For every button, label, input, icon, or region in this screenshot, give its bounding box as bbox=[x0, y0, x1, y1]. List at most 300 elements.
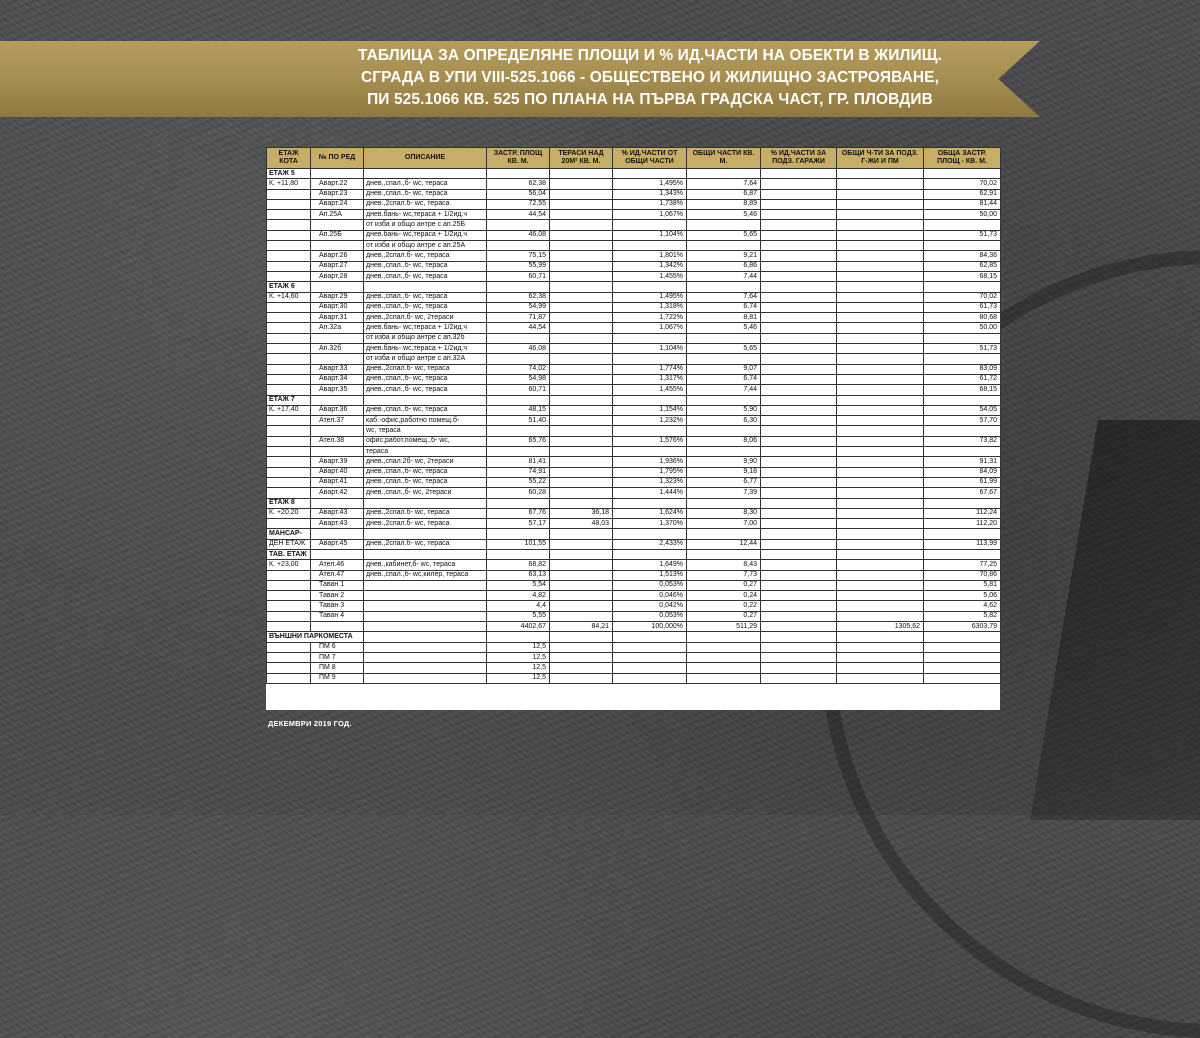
garage-common-cell bbox=[837, 426, 924, 436]
common-parts-cell: 6,30 bbox=[687, 416, 761, 426]
terraces-cell bbox=[550, 199, 613, 209]
garage-common-cell bbox=[837, 549, 924, 559]
number-cell: Авapт.41 bbox=[311, 477, 364, 487]
table-row bbox=[267, 539, 1001, 549]
garage-common-cell bbox=[837, 416, 924, 426]
garage-common-cell bbox=[837, 663, 924, 673]
garage-percent-cell bbox=[761, 282, 837, 292]
floor-cell bbox=[267, 230, 311, 240]
share-percent-cell: 1,343% bbox=[613, 189, 687, 199]
share-percent-cell: 1,936% bbox=[613, 457, 687, 467]
garage-common-cell bbox=[837, 673, 924, 683]
share-percent-cell bbox=[613, 220, 687, 230]
terraces-cell bbox=[550, 354, 613, 364]
floor-cell bbox=[267, 220, 311, 230]
garage-common-cell bbox=[837, 302, 924, 312]
terraces-cell bbox=[550, 220, 613, 230]
common-parts-cell: 7,64 bbox=[687, 292, 761, 302]
garage-common-cell bbox=[837, 333, 924, 343]
built-area-cell: 12,5 bbox=[487, 673, 550, 683]
garage-common-cell: 1305,62 bbox=[837, 622, 924, 632]
built-area-cell: 57,17 bbox=[487, 519, 550, 529]
total-area-cell: 5,81 bbox=[924, 580, 1001, 590]
common-parts-cell: 8,06 bbox=[687, 436, 761, 446]
terraces-cell bbox=[550, 488, 613, 498]
floor-cell bbox=[267, 642, 311, 652]
number-cell: Авapт.43 bbox=[311, 508, 364, 518]
floor-cell: ДЕН ЕТАЖ bbox=[267, 539, 311, 549]
garage-common-cell bbox=[837, 354, 924, 364]
total-area-cell: 5,06 bbox=[924, 591, 1001, 601]
built-area-cell bbox=[487, 169, 550, 179]
col-header-terraces: ТЕРАСИ НАД 20М² КВ. М. bbox=[550, 148, 613, 169]
floor-cell bbox=[267, 333, 311, 343]
total-area-cell: 70,02 bbox=[924, 179, 1001, 189]
terraces-cell bbox=[550, 302, 613, 312]
common-parts-cell bbox=[687, 241, 761, 251]
garage-common-cell bbox=[837, 570, 924, 580]
terraces-cell bbox=[550, 426, 613, 436]
floor-cell: ТАВ. ЕТАЖ bbox=[267, 549, 311, 559]
table-row bbox=[267, 622, 1001, 632]
garage-common-cell bbox=[837, 601, 924, 611]
garage-percent-cell bbox=[761, 189, 837, 199]
floor-cell: ВЪНШНИ ПАРКОМЕСТА bbox=[267, 632, 364, 642]
garage-percent-cell bbox=[761, 241, 837, 251]
number-cell: Авapт.31 bbox=[311, 313, 364, 323]
total-area-cell: 80,68 bbox=[924, 313, 1001, 323]
garage-percent-cell bbox=[761, 519, 837, 529]
share-percent-cell: 1,455% bbox=[613, 385, 687, 395]
garage-common-cell bbox=[837, 467, 924, 477]
table-row bbox=[267, 632, 1001, 642]
garage-percent-cell bbox=[761, 261, 837, 271]
garage-percent-cell bbox=[761, 179, 837, 189]
number-cell bbox=[311, 549, 364, 559]
number-cell: Таван 4 bbox=[311, 611, 364, 621]
share-percent-cell bbox=[613, 673, 687, 683]
built-area-cell: 74,02 bbox=[487, 364, 550, 374]
built-area-cell: 65,76 bbox=[487, 436, 550, 446]
built-area-cell: 67,76 bbox=[487, 508, 550, 518]
number-cell: Авapт.43 bbox=[311, 519, 364, 529]
table-row bbox=[267, 426, 1001, 436]
table-row bbox=[267, 220, 1001, 230]
garage-percent-cell bbox=[761, 663, 837, 673]
garage-common-cell bbox=[837, 447, 924, 457]
common-parts-cell bbox=[687, 549, 761, 559]
number-cell bbox=[311, 622, 364, 632]
table-row bbox=[267, 611, 1001, 621]
garage-percent-cell bbox=[761, 457, 837, 467]
common-parts-cell: 7,44 bbox=[687, 385, 761, 395]
garage-percent-cell bbox=[761, 405, 837, 415]
garage-percent-cell bbox=[761, 560, 837, 570]
common-parts-cell: 0,27 bbox=[687, 611, 761, 621]
table-row bbox=[267, 405, 1001, 415]
number-cell: Авapт.34 bbox=[311, 374, 364, 384]
total-area-cell: 70,02 bbox=[924, 292, 1001, 302]
col-header-share-percent: % ИД.ЧАСТИ ОТ ОБЩИ ЧАСТИ bbox=[613, 148, 687, 169]
terraces-cell bbox=[550, 467, 613, 477]
built-area-cell: 56,04 bbox=[487, 189, 550, 199]
common-parts-cell: 511,29 bbox=[687, 622, 761, 632]
floor-cell bbox=[267, 189, 311, 199]
table-row bbox=[267, 230, 1001, 240]
floor-cell bbox=[267, 601, 311, 611]
built-area-cell bbox=[487, 426, 550, 436]
share-percent-cell: 1,455% bbox=[613, 271, 687, 281]
common-parts-cell: 5,46 bbox=[687, 323, 761, 333]
number-cell: Таван 1 bbox=[311, 580, 364, 590]
floor-cell bbox=[267, 271, 311, 281]
table-row bbox=[267, 395, 1001, 405]
common-parts-cell bbox=[687, 169, 761, 179]
footer-date: ДЕКЕМВРИ 2019 ГОД. bbox=[268, 719, 352, 728]
share-percent-cell: 1,370% bbox=[613, 519, 687, 529]
common-parts-cell: 8,89 bbox=[687, 199, 761, 209]
description-cell: днев.,спал.,б- wc, тераса bbox=[364, 467, 487, 477]
total-area-cell: 67,67 bbox=[924, 488, 1001, 498]
garage-common-cell bbox=[837, 271, 924, 281]
built-area-cell: 62,38 bbox=[487, 292, 550, 302]
common-parts-cell: 5,90 bbox=[687, 405, 761, 415]
garage-percent-cell bbox=[761, 426, 837, 436]
share-percent-cell bbox=[613, 354, 687, 364]
description-cell bbox=[364, 580, 487, 590]
number-cell: Ап.32б bbox=[311, 344, 364, 354]
description-cell: днев.бань- wc,тераса + 1/2ид.ч bbox=[364, 344, 487, 354]
common-parts-cell: 7,73 bbox=[687, 570, 761, 580]
terraces-cell bbox=[550, 447, 613, 457]
description-cell bbox=[364, 632, 487, 642]
description-cell: днев.,спал.2б- wc, 2тераси bbox=[364, 457, 487, 467]
garage-common-cell bbox=[837, 313, 924, 323]
terraces-cell bbox=[550, 611, 613, 621]
garage-percent-cell bbox=[761, 354, 837, 364]
garage-common-cell bbox=[837, 323, 924, 333]
common-parts-cell bbox=[687, 529, 761, 539]
table-row bbox=[267, 333, 1001, 343]
floor-cell bbox=[267, 663, 311, 673]
description-cell bbox=[364, 622, 487, 632]
table-row bbox=[267, 519, 1001, 529]
share-percent-cell: 0,042% bbox=[613, 601, 687, 611]
common-parts-cell: 6,87 bbox=[687, 189, 761, 199]
total-area-cell bbox=[924, 632, 1001, 642]
common-parts-cell bbox=[687, 652, 761, 662]
built-area-cell: 12,5 bbox=[487, 642, 550, 652]
table-row bbox=[267, 282, 1001, 292]
total-area-cell: 62,91 bbox=[924, 189, 1001, 199]
garage-percent-cell bbox=[761, 292, 837, 302]
floor-cell bbox=[267, 344, 311, 354]
description-cell bbox=[364, 673, 487, 683]
number-cell bbox=[311, 498, 364, 508]
garage-percent-cell bbox=[761, 313, 837, 323]
terraces-cell bbox=[550, 580, 613, 590]
title-line-3: ПИ 525.1066 КВ. 525 ПО ПЛАНА НА ПЪРВА ГРАДСКА ЧАСТ, ГР. ПЛОВДИВ bbox=[367, 91, 933, 108]
terraces-cell bbox=[550, 210, 613, 220]
share-percent-cell bbox=[613, 632, 687, 642]
table-row bbox=[267, 179, 1001, 189]
garage-percent-cell bbox=[761, 622, 837, 632]
total-area-cell: 77,25 bbox=[924, 560, 1001, 570]
number-cell: Авapт.33 bbox=[311, 364, 364, 374]
share-percent-cell bbox=[613, 395, 687, 405]
garage-percent-cell bbox=[761, 601, 837, 611]
garage-percent-cell bbox=[761, 364, 837, 374]
description-cell: днев.,2спал.б- wc, тераса bbox=[364, 199, 487, 209]
number-cell bbox=[311, 447, 364, 457]
share-percent-cell bbox=[613, 426, 687, 436]
garage-percent-cell bbox=[761, 488, 837, 498]
floor-cell bbox=[267, 652, 311, 662]
share-percent-cell bbox=[613, 333, 687, 343]
share-percent-cell bbox=[613, 663, 687, 673]
common-parts-cell: 0,22 bbox=[687, 601, 761, 611]
total-area-cell: 51,73 bbox=[924, 230, 1001, 240]
number-cell: Авapт.30 bbox=[311, 302, 364, 312]
col-header-built-area: ЗАСТР. ПЛОЩ КВ. М. bbox=[487, 148, 550, 169]
terraces-cell bbox=[550, 405, 613, 415]
garage-common-cell bbox=[837, 560, 924, 570]
common-parts-cell bbox=[687, 642, 761, 652]
garage-percent-cell bbox=[761, 251, 837, 261]
garage-percent-cell bbox=[761, 344, 837, 354]
garage-percent-cell bbox=[761, 374, 837, 384]
table-row bbox=[267, 323, 1001, 333]
table-row bbox=[267, 374, 1001, 384]
terraces-cell bbox=[550, 570, 613, 580]
garage-percent-cell bbox=[761, 416, 837, 426]
share-percent-cell: 1,232% bbox=[613, 416, 687, 426]
share-percent-cell: 1,444% bbox=[613, 488, 687, 498]
col-header-garage-common: ОБЩИ Ч-ТИ ЗА ПОДЗ. Г-ЖИ И ПМ bbox=[837, 148, 924, 169]
share-percent-cell bbox=[613, 169, 687, 179]
table-row bbox=[267, 601, 1001, 611]
garage-common-cell bbox=[837, 189, 924, 199]
garage-common-cell bbox=[837, 282, 924, 292]
share-percent-cell bbox=[613, 642, 687, 652]
garage-common-cell bbox=[837, 344, 924, 354]
garage-percent-cell bbox=[761, 467, 837, 477]
table-row bbox=[267, 498, 1001, 508]
total-area-cell: 68,15 bbox=[924, 271, 1001, 281]
terraces-cell bbox=[550, 189, 613, 199]
number-cell: Авapт.40 bbox=[311, 467, 364, 477]
total-area-cell: 6303,79 bbox=[924, 622, 1001, 632]
terraces-cell bbox=[550, 436, 613, 446]
table-row bbox=[267, 642, 1001, 652]
floor-cell bbox=[267, 354, 311, 364]
share-percent-cell: 1,576% bbox=[613, 436, 687, 446]
garage-percent-cell bbox=[761, 447, 837, 457]
floor-cell: К. +11,80 bbox=[267, 179, 311, 189]
table-row bbox=[267, 313, 1001, 323]
garage-common-cell bbox=[837, 519, 924, 529]
floor-cell bbox=[267, 580, 311, 590]
table-row bbox=[267, 591, 1001, 601]
built-area-cell bbox=[487, 447, 550, 457]
table-row bbox=[267, 529, 1001, 539]
floor-cell bbox=[267, 302, 311, 312]
number-cell: Авapт.35 bbox=[311, 385, 364, 395]
built-area-cell: 46,08 bbox=[487, 230, 550, 240]
number-cell: Авapт.28 bbox=[311, 271, 364, 281]
built-area-cell: 54,99 bbox=[487, 302, 550, 312]
garage-common-cell bbox=[837, 477, 924, 487]
terraces-cell bbox=[550, 374, 613, 384]
garage-common-cell bbox=[837, 632, 924, 642]
common-parts-cell: 6,74 bbox=[687, 374, 761, 384]
terraces-cell: 48,03 bbox=[550, 519, 613, 529]
common-parts-cell: 0,24 bbox=[687, 591, 761, 601]
description-cell: днев.,спал.,б- wc,килер, тераса bbox=[364, 570, 487, 580]
share-percent-cell: 1,495% bbox=[613, 292, 687, 302]
total-area-cell: 113,99 bbox=[924, 539, 1001, 549]
floor-cell: К. +23,00 bbox=[267, 560, 311, 570]
common-parts-cell bbox=[687, 220, 761, 230]
share-percent-cell: 1,495% bbox=[613, 179, 687, 189]
description-cell: тераса bbox=[364, 447, 487, 457]
garage-common-cell bbox=[837, 457, 924, 467]
share-percent-cell: 1,317% bbox=[613, 374, 687, 384]
garage-percent-cell bbox=[761, 436, 837, 446]
common-parts-cell: 8,43 bbox=[687, 560, 761, 570]
table-row bbox=[267, 189, 1001, 199]
built-area-cell: 5,54 bbox=[487, 580, 550, 590]
table-row bbox=[267, 673, 1001, 683]
table-row bbox=[267, 302, 1001, 312]
description-cell: днев.,спал.,б- wc, тераса bbox=[364, 302, 487, 312]
table-row bbox=[267, 344, 1001, 354]
common-parts-cell: 5,65 bbox=[687, 344, 761, 354]
terraces-cell bbox=[550, 282, 613, 292]
terraces-cell bbox=[550, 601, 613, 611]
built-area-cell bbox=[487, 549, 550, 559]
table-row bbox=[267, 261, 1001, 271]
built-area-cell: 74,91 bbox=[487, 467, 550, 477]
share-percent-cell bbox=[613, 282, 687, 292]
description-cell: днев.,2спал.б- wc, тераса bbox=[364, 251, 487, 261]
title-line-1: ТАБЛИЦА ЗА ОПРЕДЕЛЯНЕ ПЛОЩИ И % ИД.ЧАСТИ НА ОБЕКТИ В ЖИЛИЩ. bbox=[357, 47, 943, 64]
description-cell bbox=[364, 549, 487, 559]
terraces-cell bbox=[550, 241, 613, 251]
description-cell bbox=[364, 282, 487, 292]
total-area-cell: 112,20 bbox=[924, 519, 1001, 529]
terraces-cell bbox=[550, 560, 613, 570]
terraces-cell bbox=[550, 385, 613, 395]
garage-common-cell bbox=[837, 508, 924, 518]
garage-percent-cell bbox=[761, 642, 837, 652]
share-percent-cell bbox=[613, 241, 687, 251]
number-cell: ПМ 7 bbox=[311, 652, 364, 662]
table-row bbox=[267, 570, 1001, 580]
floor-cell bbox=[267, 416, 311, 426]
number-cell: Авapт.39 bbox=[311, 457, 364, 467]
description-cell bbox=[364, 169, 487, 179]
built-area-cell: 101,55 bbox=[487, 539, 550, 549]
common-parts-cell: 12,44 bbox=[687, 539, 761, 549]
total-area-cell bbox=[924, 169, 1001, 179]
floor-cell: ЕТАЖ 6 bbox=[267, 282, 311, 292]
floor-cell bbox=[267, 673, 311, 683]
garage-percent-cell bbox=[761, 477, 837, 487]
total-area-cell bbox=[924, 673, 1001, 683]
share-percent-cell: 1,342% bbox=[613, 261, 687, 271]
description-cell bbox=[364, 663, 487, 673]
number-cell: Ап.25Б bbox=[311, 230, 364, 240]
garage-percent-cell bbox=[761, 580, 837, 590]
terraces-cell bbox=[550, 261, 613, 271]
common-parts-cell: 9,90 bbox=[687, 457, 761, 467]
built-area-cell: 71,87 bbox=[487, 313, 550, 323]
description-cell bbox=[364, 601, 487, 611]
terraces-cell: 36,18 bbox=[550, 508, 613, 518]
number-cell: Ател.46 bbox=[311, 560, 364, 570]
garage-percent-cell bbox=[761, 199, 837, 209]
number-cell: Ател.37 bbox=[311, 416, 364, 426]
garage-percent-cell bbox=[761, 611, 837, 621]
description-cell: wc, тераса bbox=[364, 426, 487, 436]
total-area-cell bbox=[924, 447, 1001, 457]
floor-cell bbox=[267, 591, 311, 601]
floor-cell bbox=[267, 611, 311, 621]
table-row bbox=[267, 457, 1001, 467]
description-cell: днев.бань- wc,тераса + 1/2ид.ч bbox=[364, 323, 487, 333]
share-percent-cell: 1,774% bbox=[613, 364, 687, 374]
garage-common-cell bbox=[837, 498, 924, 508]
terraces-cell bbox=[550, 251, 613, 261]
garage-common-cell bbox=[837, 642, 924, 652]
floor-cell bbox=[267, 261, 311, 271]
common-parts-cell: 5,46 bbox=[687, 210, 761, 220]
share-percent-cell: 1,649% bbox=[613, 560, 687, 570]
garage-common-cell bbox=[837, 241, 924, 251]
description-cell: от изба и общо антре с ап.32б bbox=[364, 333, 487, 343]
garage-percent-cell bbox=[761, 333, 837, 343]
terraces-cell bbox=[550, 663, 613, 673]
garage-percent-cell bbox=[761, 395, 837, 405]
share-percent-cell: 1,323% bbox=[613, 477, 687, 487]
terraces-cell bbox=[550, 292, 613, 302]
number-cell bbox=[311, 333, 364, 343]
description-cell: днев.,спал.,б- wc, тераса bbox=[364, 179, 487, 189]
number-cell bbox=[311, 395, 364, 405]
table-row bbox=[267, 210, 1001, 220]
floor-cell: К. +20,20 bbox=[267, 508, 311, 518]
garage-common-cell bbox=[837, 405, 924, 415]
floor-cell: МАНСАР- bbox=[267, 529, 311, 539]
description-cell: днев.,спал.,б- wc, тераса bbox=[364, 374, 487, 384]
share-percent-cell bbox=[613, 529, 687, 539]
number-cell bbox=[311, 169, 364, 179]
garage-common-cell bbox=[837, 261, 924, 271]
built-area-cell: 12,5 bbox=[487, 663, 550, 673]
floor-cell bbox=[267, 467, 311, 477]
garage-common-cell bbox=[837, 374, 924, 384]
table-row bbox=[267, 251, 1001, 261]
common-parts-cell: 9,07 bbox=[687, 364, 761, 374]
common-parts-cell bbox=[687, 282, 761, 292]
table-header-row bbox=[267, 148, 1001, 169]
description-cell: днев.,2спал.б- wc, 2тераси bbox=[364, 313, 487, 323]
table-row bbox=[267, 477, 1001, 487]
floor-cell: К. +14,60 bbox=[267, 292, 311, 302]
terraces-cell bbox=[550, 416, 613, 426]
terraces-cell bbox=[550, 549, 613, 559]
